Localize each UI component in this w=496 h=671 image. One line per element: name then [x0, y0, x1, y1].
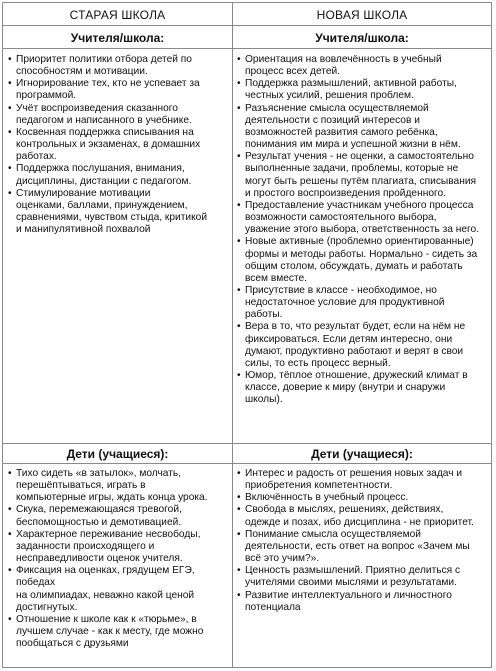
list-item-line: дисциплины, дистанции с педагогом. — [16, 175, 192, 187]
list-item-line: возможности самостоятельного выбора, — [245, 212, 437, 224]
list-item — [8, 103, 230, 127]
comparison-table — [2, 2, 492, 668]
list-item-line: Учёт воспроизведения сказанного — [16, 102, 178, 114]
bullet-icon: • — [237, 284, 241, 296]
kids-label-new: Дети (учащиеся): — [311, 447, 413, 461]
list-item-line: на олимпиадах, неважно какой ценой — [16, 589, 195, 601]
list-item-line: Вера в то, что результат будет, если на нём не — [245, 321, 466, 333]
bullet-icon: • — [237, 102, 241, 114]
row-divider — [3, 25, 491, 26]
list-item-line: Приоритет политики отбора детей по — [16, 54, 192, 65]
bullet-icon: • — [237, 589, 241, 601]
list-item — [8, 127, 230, 163]
list-item — [237, 565, 490, 589]
list-item-line: силы, то есть процесс верный. — [245, 357, 391, 369]
list-item — [237, 200, 490, 236]
bullet-icon: • — [8, 187, 12, 199]
list-item-line: приобретения компетентности. — [245, 480, 393, 492]
bullet-icon: • — [8, 504, 12, 516]
list-item — [237, 151, 490, 200]
kids-label-old: Дети (учащиеся): — [66, 447, 169, 461]
list-item-line: программой. — [16, 90, 77, 102]
list-item — [237, 590, 490, 614]
list-item-line: Ориентация на вовлечённость в учебный — [245, 54, 442, 65]
list-item-line: педагогом и написанного в учебнике. — [16, 114, 192, 126]
list-item-line: Понимание смысла осуществляемой — [245, 528, 421, 540]
list-item-line: и простого воспроизведения пройденного. — [245, 187, 447, 199]
list-item-line: беспомощностью и демотивацией. — [16, 516, 182, 528]
list-item-line: Результат учения - не оценки, а самостоятельно — [245, 151, 474, 163]
list-item-line: и манипулятивной похвалой — [16, 224, 151, 236]
list-item — [237, 468, 490, 492]
list-item-line: победах — [16, 577, 56, 589]
list-item-line: Присутствие в классе - необходимое, но — [245, 284, 437, 296]
list-item-line: Игнорирование тех, кто не успевает за — [16, 78, 200, 90]
list-item — [237, 370, 490, 406]
list-item-line: фиксироваться. Если детям интересно, они — [245, 333, 453, 345]
list-item-line: классе, доверие к миру (внутри и снаружи — [245, 382, 446, 394]
list-item-line: недостаточное условие для продуктивной — [245, 297, 445, 309]
bullet-icon: • — [237, 492, 241, 504]
list-item-line: Развитие интеллектуального и личностного — [245, 589, 452, 601]
list-item-line: деятельности, есть ответ на вопрос «Зачем мы — [245, 540, 470, 552]
list-item-line: Разъяснение смысла осуществляемой — [245, 102, 429, 114]
list-item-line: оценками, баллами, принуждением, — [16, 199, 188, 211]
list-item — [8, 529, 230, 565]
list-item — [8, 78, 230, 102]
list-item-line: понимания им мира и успешной жизни в нём. — [245, 139, 461, 151]
list-item-line: общим столом, обсуждать, думать и работать — [245, 260, 463, 272]
list-item-line: несправедливости оценок учителя. — [16, 553, 183, 565]
list-item-line: формы и методы работы. Нормально - сидеть за — [245, 248, 478, 260]
bullet-icon: • — [8, 565, 12, 577]
list-item-line: всем вместе. — [245, 272, 308, 284]
new-school-header: НОВАЯ ШКОЛА — [316, 8, 408, 22]
list-item-line: деятельности с позиций интересов и — [245, 114, 420, 126]
list-item-line: процесс всех детей. — [245, 66, 341, 78]
list-item — [237, 492, 490, 504]
bullet-icon: • — [8, 54, 12, 65]
old-kids-list — [8, 468, 230, 650]
list-item — [237, 504, 490, 528]
list-item-line: Характерное переживание несвободы, — [16, 528, 201, 540]
list-item-line: думают, продуктивно работают и верят в свои — [245, 345, 464, 357]
list-item-line: Поддержка размышлений, активной работы, — [245, 78, 457, 90]
list-item-line: Ценность размышлений. Приятно делиться с — [245, 565, 461, 577]
list-item — [237, 321, 490, 370]
list-item-line: учителями своими мыслями и результатами. — [245, 577, 457, 589]
row-divider — [3, 443, 491, 444]
list-item-line: одежде и позах, ибо дисциплина - не приоритет. — [245, 516, 474, 528]
list-item — [8, 614, 230, 650]
list-item-line: Включённость в учебный процесс. — [245, 492, 409, 504]
list-item-line: Отношение к школе как к «тюрьме», в — [16, 613, 197, 625]
list-item-line: честных усилий, решения проблем. — [245, 90, 414, 102]
list-item-line: Тихо сидеть «в затылок», молчать, — [16, 468, 182, 479]
list-item-line: Фиксация на оценках, грядущем ЕГЭ, — [16, 565, 195, 577]
bullet-icon: • — [237, 370, 241, 382]
bullet-icon: • — [8, 78, 12, 90]
list-item-line: Юмор, тёплое отношение, дружеский климат в — [245, 370, 468, 382]
list-item-line: могут быть решены путём плагиата, списывания — [245, 175, 477, 187]
list-item-line: работы. — [245, 309, 283, 321]
bullet-icon: • — [237, 236, 241, 248]
list-item-line: Скука, перемежающаяся тревогой, — [16, 504, 182, 516]
teachers-label-old: Учителя/школа: — [70, 31, 165, 45]
list-item-line: заданности происходящего и — [16, 540, 155, 552]
bullet-icon: • — [8, 163, 12, 175]
list-item-line: школы). — [245, 394, 283, 406]
bullet-icon: • — [8, 528, 12, 540]
list-item — [237, 103, 490, 152]
list-item-line: контрольных и экзаменах, в домашних — [16, 139, 201, 151]
list-item-line: достигнутых. — [16, 601, 78, 613]
bullet-icon: • — [8, 126, 12, 138]
row-divider — [3, 463, 491, 464]
list-item-line: способностям и мотивации. — [16, 66, 148, 78]
bullet-icon: • — [237, 528, 241, 540]
list-item-line: Поддержка послушания, внимания, — [16, 163, 185, 175]
list-item-line: всё это учим?». — [245, 553, 320, 565]
list-item-line: возможностей развития самого ребёнка, — [245, 126, 438, 138]
list-item — [237, 529, 490, 565]
list-item — [237, 236, 490, 285]
old-teachers-list — [8, 54, 230, 236]
list-item — [8, 188, 230, 237]
bullet-icon: • — [8, 468, 12, 479]
list-item-line: Интерес и радость от решения новых задач и — [245, 468, 463, 479]
bullet-icon: • — [237, 151, 241, 163]
list-item — [237, 285, 490, 321]
bullet-icon: • — [237, 504, 241, 516]
bullet-icon: • — [237, 321, 241, 333]
list-item-line: сравнениями, чувством стыда, критикой — [16, 212, 208, 224]
bullet-icon: • — [237, 199, 241, 211]
bullet-icon: • — [8, 613, 12, 625]
list-item-line: выполненные задачи, проблемы, которые не — [245, 163, 459, 175]
list-item — [8, 565, 230, 614]
list-item-line: уважение этого выбора, ответственность за него. — [245, 224, 480, 236]
list-item — [8, 504, 230, 528]
list-item-line: лучшем случае - как к месту, где можно — [16, 626, 204, 638]
bullet-icon: • — [237, 78, 241, 90]
list-item-line: Косвенная поддержка списывания на — [16, 126, 194, 138]
bullet-icon: • — [237, 565, 241, 577]
list-item — [8, 54, 230, 78]
bullet-icon: • — [8, 102, 12, 114]
list-item-line: Предоставление участникам учебного процесса — [245, 199, 474, 211]
list-item-line: перешёптываться, играть в — [16, 480, 146, 492]
list-item-line: Свобода в мыслях, решениях, действиях, — [245, 504, 444, 516]
row-divider — [3, 48, 491, 49]
new-teachers-list — [237, 54, 490, 407]
teachers-label-new: Учителя/школа: — [315, 31, 409, 45]
list-item-line: Новые активные (проблемно ориентированные) — [245, 236, 474, 248]
list-item — [237, 54, 490, 78]
list-item-line: компьютерные игры, ждать конца урока. — [16, 492, 208, 504]
list-item-line: потенциала — [245, 601, 301, 613]
old-school-header: СТАРАЯ ШКОЛА — [69, 8, 166, 22]
bullet-icon: • — [237, 468, 241, 479]
list-item — [237, 78, 490, 102]
bullet-icon: • — [237, 54, 241, 65]
column-divider — [232, 3, 233, 667]
list-item-line: пообщаться с друзьями — [16, 638, 129, 650]
list-item — [8, 163, 230, 187]
list-item — [8, 468, 230, 504]
new-kids-list — [237, 468, 490, 614]
list-item-line: Стимулирование мотивации — [16, 187, 151, 199]
list-item-line: работах. — [16, 151, 57, 163]
